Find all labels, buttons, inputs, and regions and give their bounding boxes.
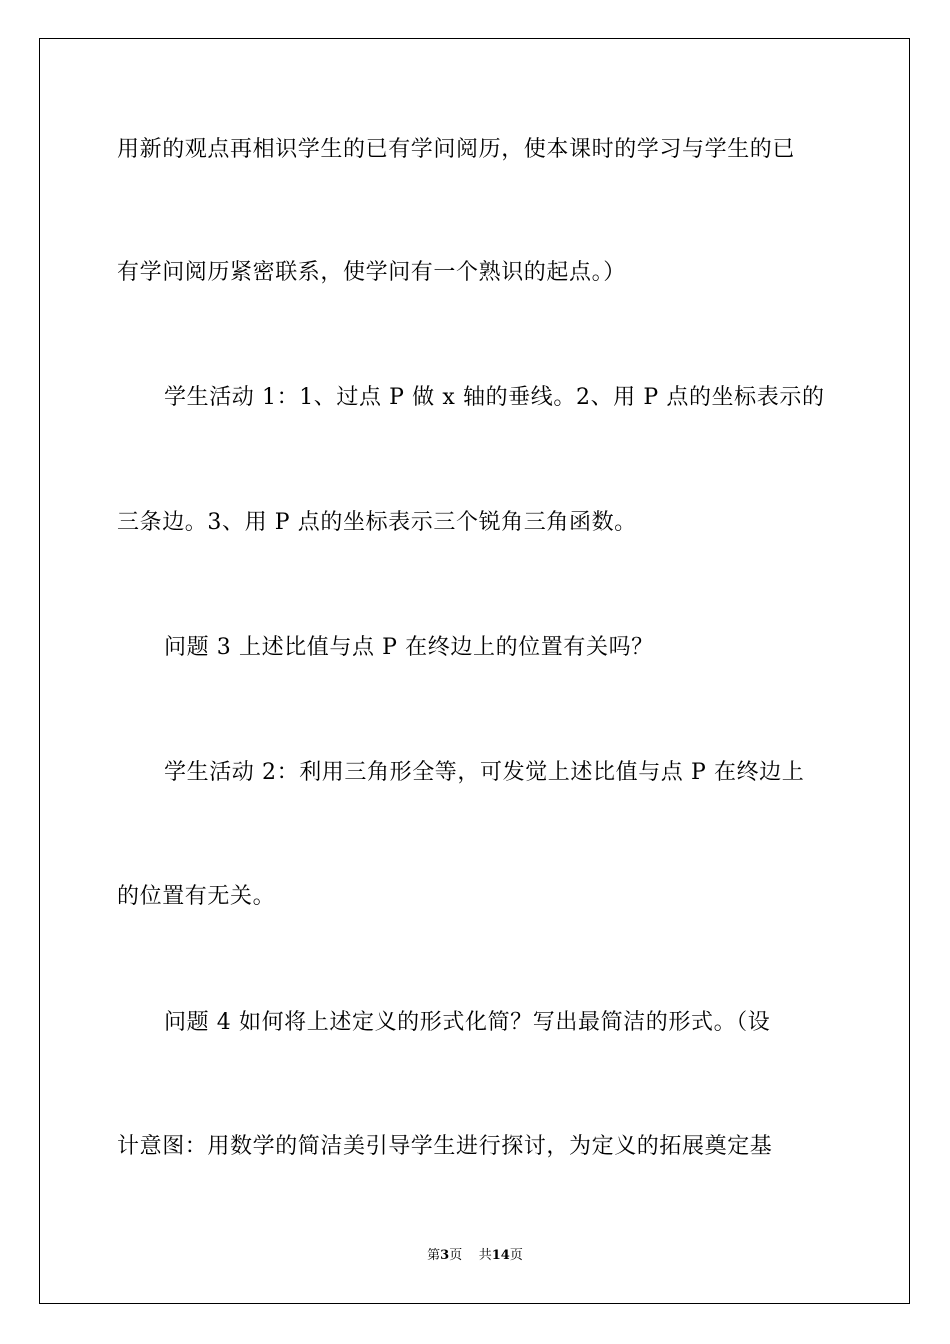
body-text-line-6: 学生活动 2：利用三角形全等，可发觉上述比值与点 P 在终边上 [164,760,805,785]
footer-current-page: 3 [440,1248,450,1263]
body-text-line-2: 有学问阅历紧密联系，使学问有一个熟识的起点。） [117,260,626,285]
footer-total-suffix: 页 [509,1248,523,1263]
body-text-line-3: 学生活动 1：1、过点 P 做 x 轴的垂线。2、用 P 点的坐标表示的 [164,385,825,410]
body-text-line-5: 问题 3 上述比值与点 P 在终边上的位置有关吗？ [164,635,654,660]
footer-page-suffix: 页 [449,1248,463,1263]
body-text-line-4: 三条边。3、用 P 点的坐标表示三个锐角三角函数。 [117,510,637,535]
body-text-line-7: 的位置有无关。 [117,884,276,909]
footer-total-pages: 14 [491,1248,510,1263]
body-text-line-8: 问题 4 如何将上述定义的形式化简？写出最简洁的形式。（设 [164,1010,771,1035]
page-border [39,38,910,1304]
body-text-line-1: 用新的观点再相识学生的已有学问阅历，使本课时的学习与学生的已 [117,137,796,162]
footer-prefix: 第 [427,1248,441,1263]
footer-total-prefix: 共 [478,1248,492,1263]
page-footer [0,1248,950,1264]
body-text-line-9: 计意图：用数学的简洁美引导学生进行探讨，为定义的拓展奠定基 [117,1134,773,1159]
